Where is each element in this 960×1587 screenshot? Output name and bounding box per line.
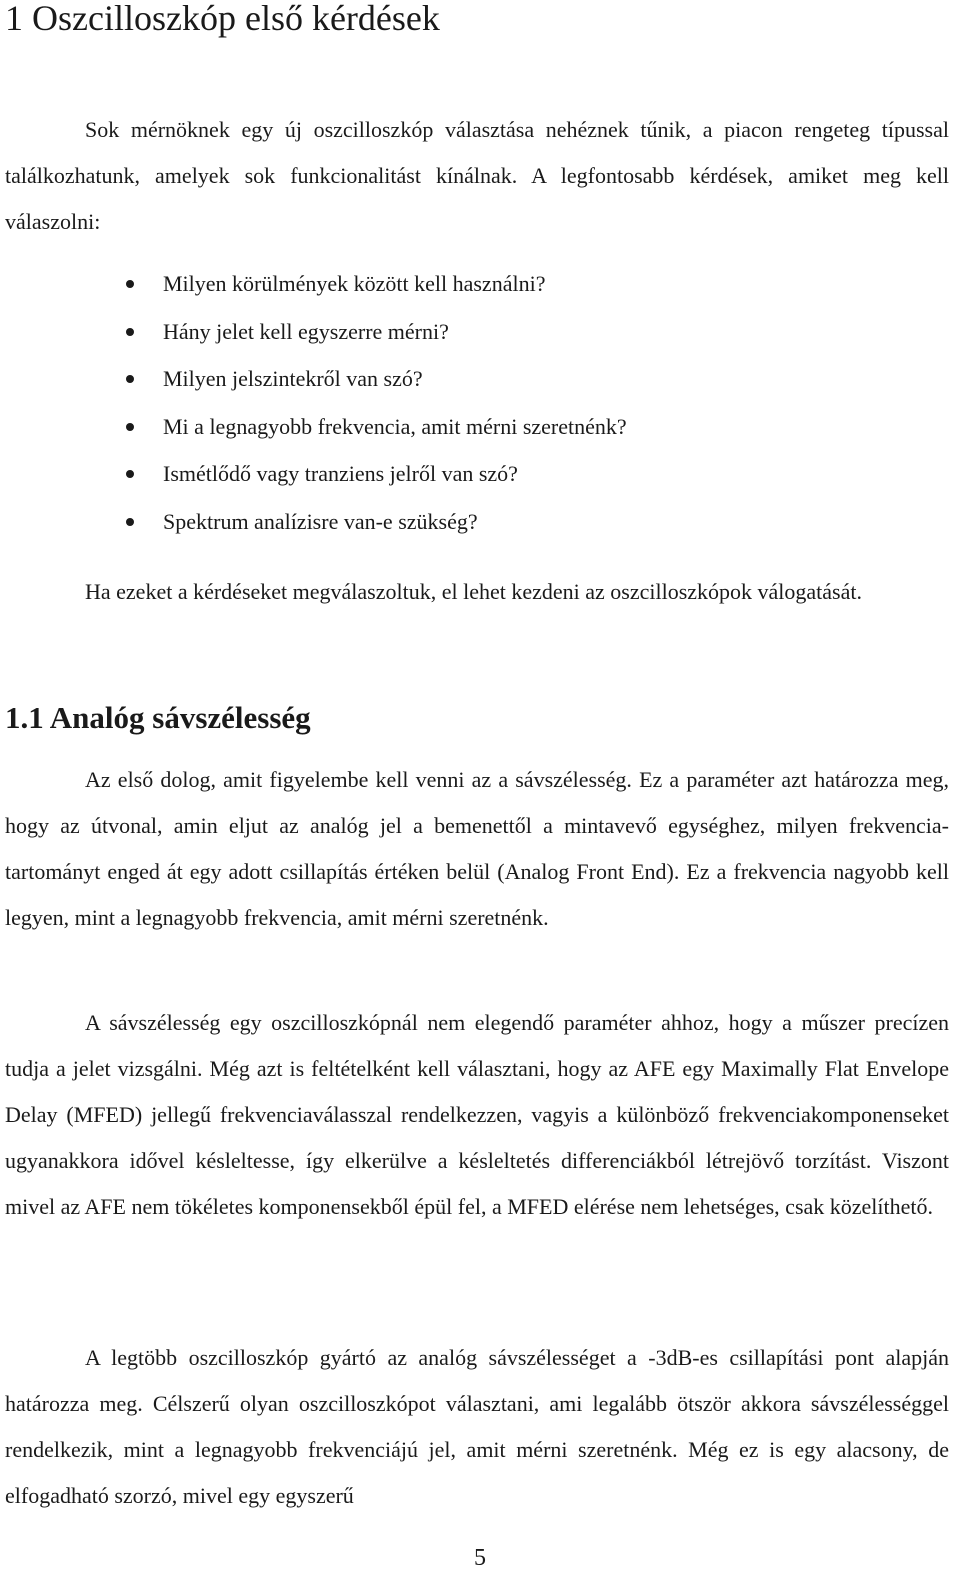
list-item-text: Milyen jelszintekről van szó?	[163, 366, 423, 392]
body-paragraph: A sávszélesség egy oszcilloszkópnál nem elegendő paraméter ahhoz, hogy a műszer precízen tudja a jelet vizsgálni. Még azt is feltételként kell választani, hogy az AFE egy Maximally Flat Envelope Delay (MFED) jellegű frekvenciaválasszal rendelkezzen, vagyis a különböző frekvenciakomponenseket ugyanakkora idővel késleltesse, így elkerülve a késleltetés differenciákból létrejövő torzítást. Viszont mivel az AFE nem tökéletes komponensekből épül fel, a MFED elérése nem lehetséges, csak közelíthető.	[5, 1010, 949, 1219]
list-item-text: Mi a legnagyobb frekvencia, amit mérni szeretnénk?	[163, 413, 627, 439]
after-list-paragraph: Ha ezeket a kérdéseket megválaszoltuk, el lehet kezdeni az oszcilloszkópok válogatását.	[85, 579, 862, 604]
page-number: 5	[474, 1545, 486, 1571]
bullet-icon	[126, 375, 134, 383]
bullet-icon	[126, 518, 134, 526]
list-item-text: Ismétlődő vagy tranziens jelről van szó?	[163, 461, 518, 487]
intro-paragraph: Sok mérnöknek egy új oszcilloszkóp választása nehéznek tűnik, a piacon rengeteg típussal találkozhatunk, amelyek sok funkcionalitást kínálnak. A legfontosabb kérdések, amiket meg kell válaszolni:	[5, 117, 949, 234]
question-list	[5, 264, 627, 550]
section-heading: 1.1 Analóg sávszélesség	[5, 700, 311, 735]
bullet-icon	[126, 470, 134, 478]
list-item	[5, 359, 627, 407]
list-item	[5, 407, 627, 455]
list-item	[5, 454, 627, 502]
chapter-heading: 1 Oszcilloszkóp első kérdések	[5, 0, 440, 38]
bullet-icon	[126, 328, 134, 336]
list-item-text: Milyen körülmények között kell használni?	[163, 271, 546, 296]
body-paragraph: Az első dolog, amit figyelembe kell venni az a sávszélesség. Ez a paraméter azt határozza meg, hogy az útvonal, amin eljut az analóg jel a bemenettől a mintavevő egységhez, milyen frekvencia-tartományt enged át egy adott csillapítás értéken belül (Analog Front End). Ez a frekvencia nagyobb kell legyen, mint a legnagyobb frekvencia, amit mérni szeretnénk.	[5, 767, 949, 930]
list-item	[5, 312, 627, 360]
list-item	[5, 502, 627, 550]
bullet-icon	[126, 280, 134, 288]
bullet-icon	[126, 423, 134, 431]
list-item	[5, 264, 627, 312]
list-item-text: Spektrum analízisre van-e szükség?	[163, 508, 478, 534]
list-item-text: Hány jelet kell egyszerre mérni?	[163, 318, 449, 344]
body-paragraph: A legtöbb oszcilloszkóp gyártó az analóg sávszélességet a -3dB-es csillapítási pont alapján határozza meg. Célszerű olyan oszcilloszkópot választani, ami legalább ötször akkora sávszélességgel rendelkezik, mint a legnagyobb frekvenciájú jel, amit mérni szeretnénk. Még ez is egy alacsony, de elfogadható szorzó, mivel egy egyszerű	[5, 1345, 949, 1508]
